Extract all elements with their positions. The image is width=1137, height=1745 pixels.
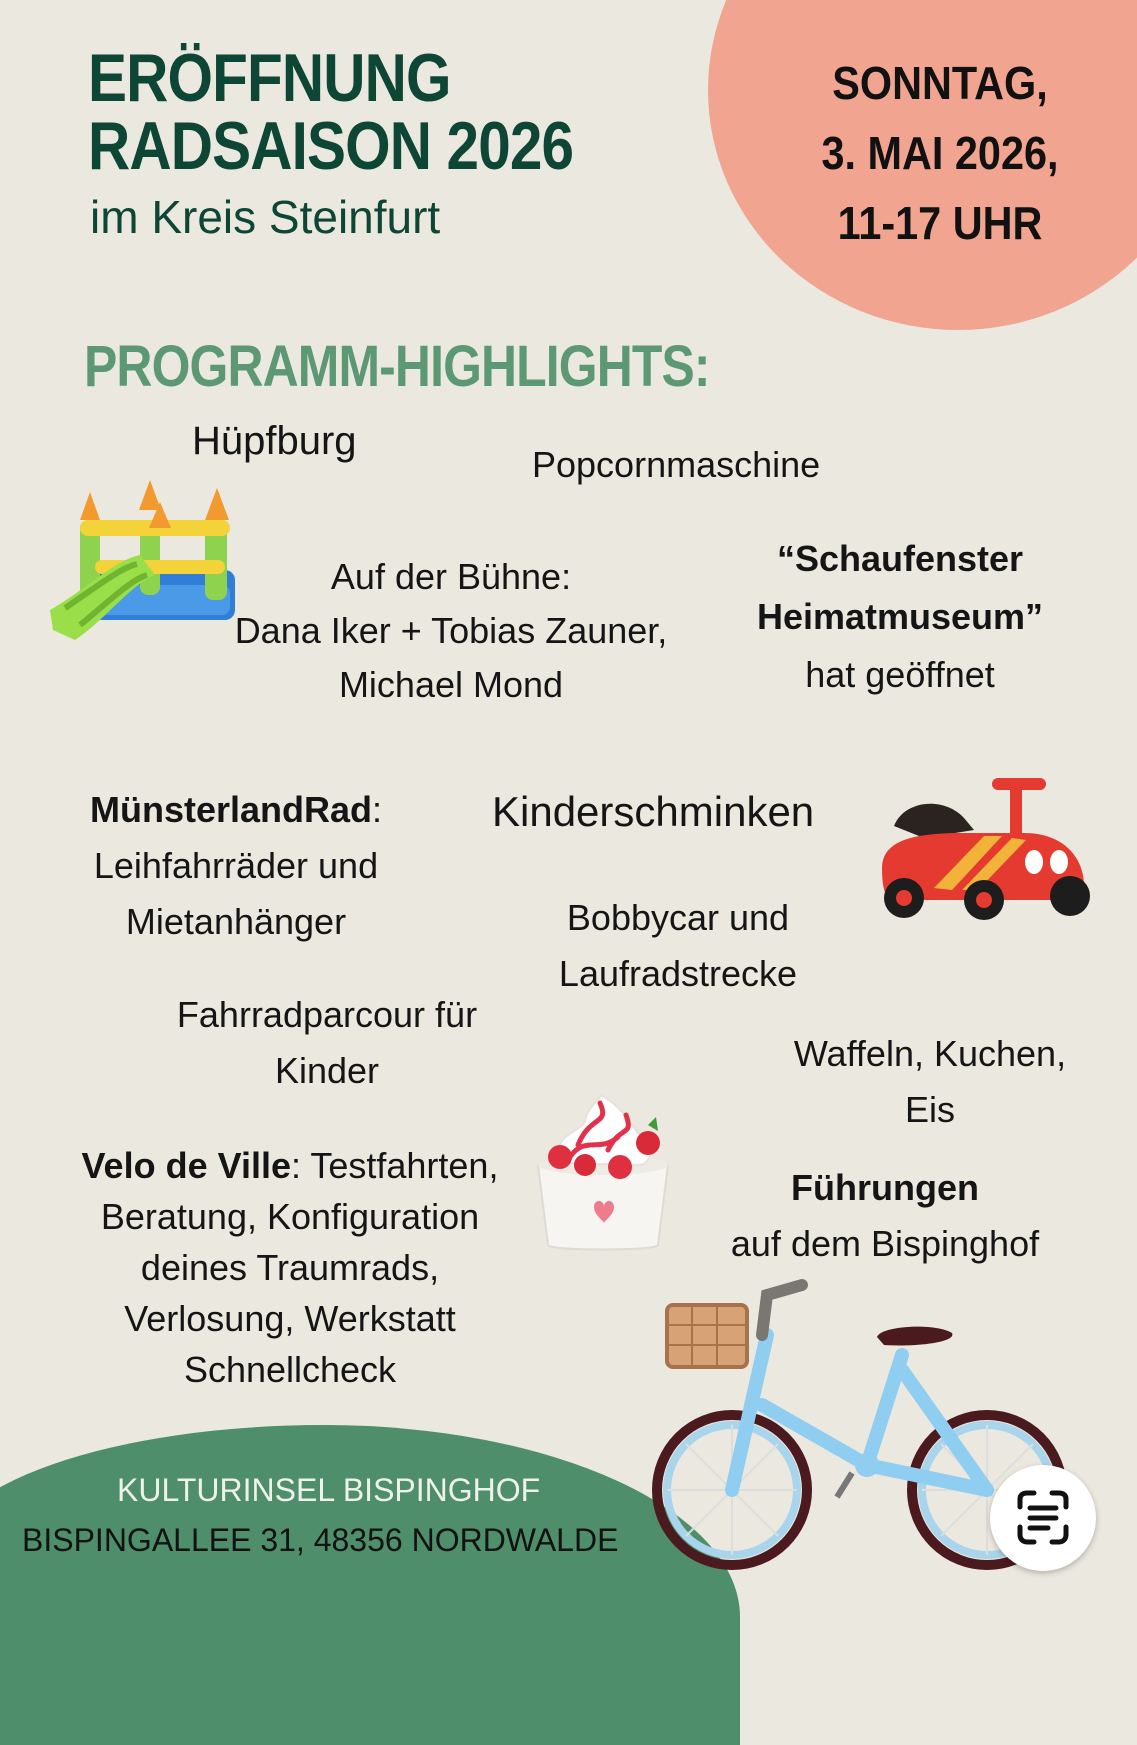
waffeln-line-1: Waffeln, Kuchen, (793, 1033, 1067, 1074)
velo-line-5: Schnellcheck (183, 1349, 397, 1390)
schaufenster-line-3: hat geöffnet (805, 654, 995, 695)
schaufenster-line-2: Heimatmuseum” (756, 596, 1044, 637)
muensterland-name: MünsterlandRad (89, 789, 372, 830)
velo-line-1 (70, 1140, 510, 1191)
schaufenster-line-1: “Schaufenster (776, 538, 1024, 579)
velo-name: Velo de Ville (81, 1145, 291, 1186)
item-muensterlandrad (76, 782, 396, 950)
date-weekday: SONNTAG, (832, 57, 1048, 109)
bobbycar-line-1: Bobbycar und (566, 897, 790, 938)
item-waffeln (770, 1026, 1090, 1138)
item-fuehrungen (700, 1160, 1070, 1272)
bobbycar-icon (874, 778, 1096, 938)
item-parcour (155, 987, 499, 1099)
date-time: 11-17 UHR (837, 197, 1043, 249)
velo-line-3: deines Traumrads, (140, 1247, 440, 1288)
date-day: 3. MAI 2026, (821, 127, 1059, 179)
ice-cream-icon (530, 1095, 675, 1255)
item-schaufenster (740, 530, 1060, 704)
event-title (88, 40, 574, 184)
fuehrungen-line-1: Führungen (791, 1167, 979, 1208)
scan-text-icon (990, 1465, 1096, 1571)
item-velo-de-ville (70, 1140, 510, 1395)
parcour-line-2: Kinder (274, 1050, 380, 1091)
velo-line-4: Verlosung, Werkstatt (124, 1298, 456, 1339)
scan-text-button[interactable] (990, 1465, 1096, 1571)
buehne-line-3: Michael Mond (338, 664, 564, 705)
muensterland-colon: : (372, 789, 383, 830)
bobbycar-line-2: Laufradstrecke (558, 953, 798, 994)
footer-address: BISPINGALLEE 31, 48356 NORDWALDE (22, 1522, 619, 1558)
muensterland-line-1 (76, 782, 396, 838)
parcour-line-1: Fahrradparcour für (176, 994, 478, 1035)
item-bobbycar (528, 890, 828, 1002)
event-subtitle: im Kreis Steinfurt (90, 191, 441, 243)
item-buehne (229, 550, 673, 712)
title-line-1: ERÖFFNUNG (88, 40, 451, 116)
bouncy-castle-icon (45, 480, 245, 655)
waffeln-line-2: Eis (904, 1089, 955, 1130)
muensterland-line-3: Mietanhänger (125, 901, 347, 942)
velo-line-2: Beratung, Konfiguration (100, 1196, 480, 1237)
item-kinderschminken: Kinderschminken (492, 788, 815, 835)
item-popcorn: Popcornmaschine (532, 444, 821, 485)
buehne-line-2: Dana Iker + Tobias Zauner, (234, 610, 668, 651)
item-huepfburg: Hüpfburg (192, 419, 357, 463)
buehne-line-1: Auf der Bühne: (330, 556, 572, 597)
event-date (796, 48, 1084, 258)
velo-rest: : Testfahrten, (290, 1145, 499, 1186)
muensterland-line-2: Leihfahrräder und (93, 845, 379, 886)
title-line-2: RADSAISON 2026 (88, 108, 574, 184)
program-heading: PROGRAMM-HIGHLIGHTS: (84, 334, 710, 399)
fuehrungen-line-2: auf dem Bispinghof (730, 1223, 1040, 1264)
footer-venue: KULTURINSEL BISPINGHOF (117, 1472, 541, 1508)
